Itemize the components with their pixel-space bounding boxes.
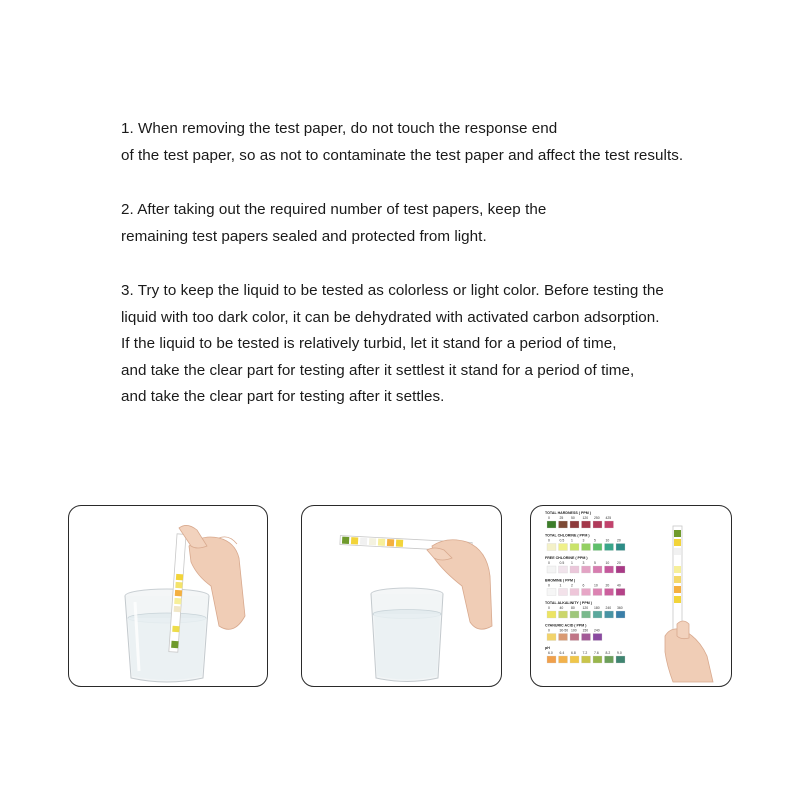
- instruction-paragraph-3: [121, 278, 664, 411]
- hand: [665, 621, 713, 682]
- color-swatch: [570, 634, 579, 641]
- chart-value-label: 25: [559, 516, 564, 520]
- color-swatch: [616, 544, 625, 551]
- color-swatch: [582, 521, 591, 528]
- chart-value-label: 120: [582, 606, 589, 610]
- chart-value-label: 250: [594, 516, 600, 520]
- read-strip-photo: [301, 505, 502, 687]
- color-swatch: [547, 544, 556, 551]
- instruction-line: 3. Try to keep the liquid to be tested as colorless or light color. Before testing the: [121, 282, 664, 299]
- chart-row-title: BROMINE ( PPM ): [545, 578, 576, 583]
- chart-value-label: 3: [582, 538, 585, 543]
- instruction-line: and take the clear part for testing after it settles.: [121, 388, 445, 405]
- chart-value-label: 0: [548, 516, 550, 520]
- chart-value-label: 2: [571, 583, 573, 588]
- color-chart: [545, 511, 625, 663]
- chart-value-label: 0: [548, 583, 550, 588]
- color-chart-photo: [530, 505, 732, 687]
- chart-row-title: pH: [545, 646, 550, 650]
- dip-strip-illustration: [69, 506, 267, 686]
- water-glass: [371, 588, 443, 682]
- color-swatch: [559, 521, 568, 528]
- chart-row-title: CYANURIC ACID ( PPM ): [545, 623, 587, 628]
- color-swatch: [616, 589, 625, 596]
- dip-strip-photo: [68, 505, 268, 687]
- chart-value-label: 1: [571, 561, 573, 565]
- chart-value-label: 30-50: [559, 628, 569, 633]
- chart-value-label: 7.6: [594, 651, 599, 655]
- chart-value-label: 20: [617, 538, 621, 543]
- chart-value-label: 40: [617, 583, 621, 588]
- chart-value-label: 20: [617, 561, 621, 565]
- chart-value-label: 100: [571, 628, 577, 633]
- color-swatch: [593, 656, 602, 663]
- chart-value-label: 80: [571, 606, 575, 610]
- water-glass: [125, 589, 209, 682]
- chart-value-label: 0.5: [559, 538, 565, 543]
- color-swatch: [593, 566, 602, 573]
- color-swatch: [570, 544, 579, 551]
- chart-value-label: 150: [582, 628, 589, 633]
- chart-value-label: 6.4: [559, 651, 565, 655]
- chart-value-label: 10: [594, 583, 598, 588]
- chart-value-label: 10: [605, 538, 610, 543]
- chart-value-label: 6.0: [548, 651, 553, 655]
- instruction-line: 1. When removing the test paper, do not touch the response end: [121, 120, 558, 137]
- instruction-line: If the liquid to be tested is relatively turbid, let it stand for a period of time,: [121, 335, 617, 352]
- chart-value-label: 0: [548, 628, 550, 633]
- chart-row-title: TOTAL CHLORINE ( PPM ): [545, 533, 590, 538]
- chart-value-label: 5: [594, 538, 596, 543]
- chart-value-label: 8.2: [605, 651, 611, 655]
- color-swatch: [547, 589, 556, 596]
- color-swatch: [605, 521, 614, 528]
- color-swatch: [582, 566, 591, 573]
- color-swatch: [616, 656, 625, 663]
- color-swatch: [605, 544, 614, 551]
- color-swatch: [570, 611, 579, 618]
- chart-value-label: 240: [605, 606, 612, 610]
- color-swatch: [593, 544, 602, 551]
- color-swatch: [593, 521, 602, 528]
- color-swatch: [605, 589, 614, 596]
- color-swatch: [570, 656, 579, 663]
- chart-value-label: 9.0: [617, 651, 622, 655]
- chart-row-title: FREE CHLORINE ( PPM ): [545, 556, 588, 560]
- chart-row-title: TOTAL HARDNESS ( PPM ): [545, 511, 591, 515]
- chart-value-label: 120: [582, 516, 589, 520]
- chart-value-label: 0: [548, 606, 550, 610]
- chart-value-label: 360: [617, 606, 623, 610]
- color-swatch: [593, 589, 602, 596]
- chart-value-label: 50: [571, 516, 575, 520]
- color-swatch: [559, 656, 568, 663]
- chart-value-label: 1: [571, 538, 573, 543]
- chart-value-label: 6.8: [571, 651, 576, 655]
- color-swatch: [582, 656, 591, 663]
- color-swatch: [547, 656, 556, 663]
- color-swatch: [547, 566, 556, 573]
- instruction-line: and take the clear part for testing after it settlest it stand for a period of time,: [121, 361, 635, 379]
- color-swatch: [605, 656, 614, 663]
- color-swatch: [559, 611, 568, 618]
- color-swatch: [582, 589, 591, 596]
- instruction-paragraph-2: [121, 197, 546, 250]
- color-swatch: [593, 634, 602, 641]
- chart-value-label: 0: [548, 538, 550, 543]
- chart-value-label: 0: [548, 561, 550, 565]
- chart-row-title: TOTAL ALKALINITY ( PPM ): [545, 601, 592, 605]
- chart-value-label: 180: [594, 606, 600, 610]
- color-swatch: [547, 611, 556, 618]
- chart-value-label: 3: [582, 561, 585, 565]
- color-swatch: [559, 566, 568, 573]
- chart-value-label: 7.2: [582, 651, 588, 655]
- chart-value-label: 6: [582, 583, 585, 588]
- color-swatch: [582, 611, 591, 618]
- color-swatch: [570, 566, 579, 573]
- color-swatch: [616, 611, 625, 618]
- chart-value-label: 1: [559, 583, 562, 588]
- color-swatch: [559, 634, 568, 641]
- instruction-line: liquid with too dark color, it can be dehydrated with activated carbon adsorption.: [121, 308, 660, 326]
- color-swatch: [547, 634, 556, 641]
- instruction-line: remaining test papers sealed and protected from light.: [121, 227, 487, 245]
- color-swatch: [559, 589, 568, 596]
- read-strip-illustration: [302, 506, 501, 686]
- color-swatch: [593, 611, 602, 618]
- color-swatch: [582, 634, 591, 641]
- instruction-paragraph-1: [121, 116, 683, 169]
- chart-value-label: 10: [605, 561, 610, 565]
- color-swatch: [605, 566, 614, 573]
- color-swatch: [547, 521, 556, 528]
- color-chart-illustration: [531, 506, 731, 686]
- chart-value-label: 5: [594, 561, 596, 565]
- chart-value-label: 425: [605, 516, 612, 520]
- chart-value-label: 40: [559, 606, 564, 610]
- color-swatch: [616, 566, 625, 573]
- instruction-line: 2. After taking out the required number of test papers, keep the: [121, 201, 547, 218]
- instruction-line: of the test paper, so as not to contaminate the test paper and affect the test results.: [121, 146, 684, 164]
- color-swatch: [570, 589, 579, 596]
- chart-value-label: 240: [594, 628, 600, 633]
- color-swatch: [559, 544, 568, 551]
- color-swatch: [582, 544, 591, 551]
- chart-value-label: 0.5: [559, 561, 565, 565]
- color-swatch: [605, 611, 614, 618]
- chart-value-label: 20: [605, 583, 610, 588]
- color-swatch: [570, 521, 579, 528]
